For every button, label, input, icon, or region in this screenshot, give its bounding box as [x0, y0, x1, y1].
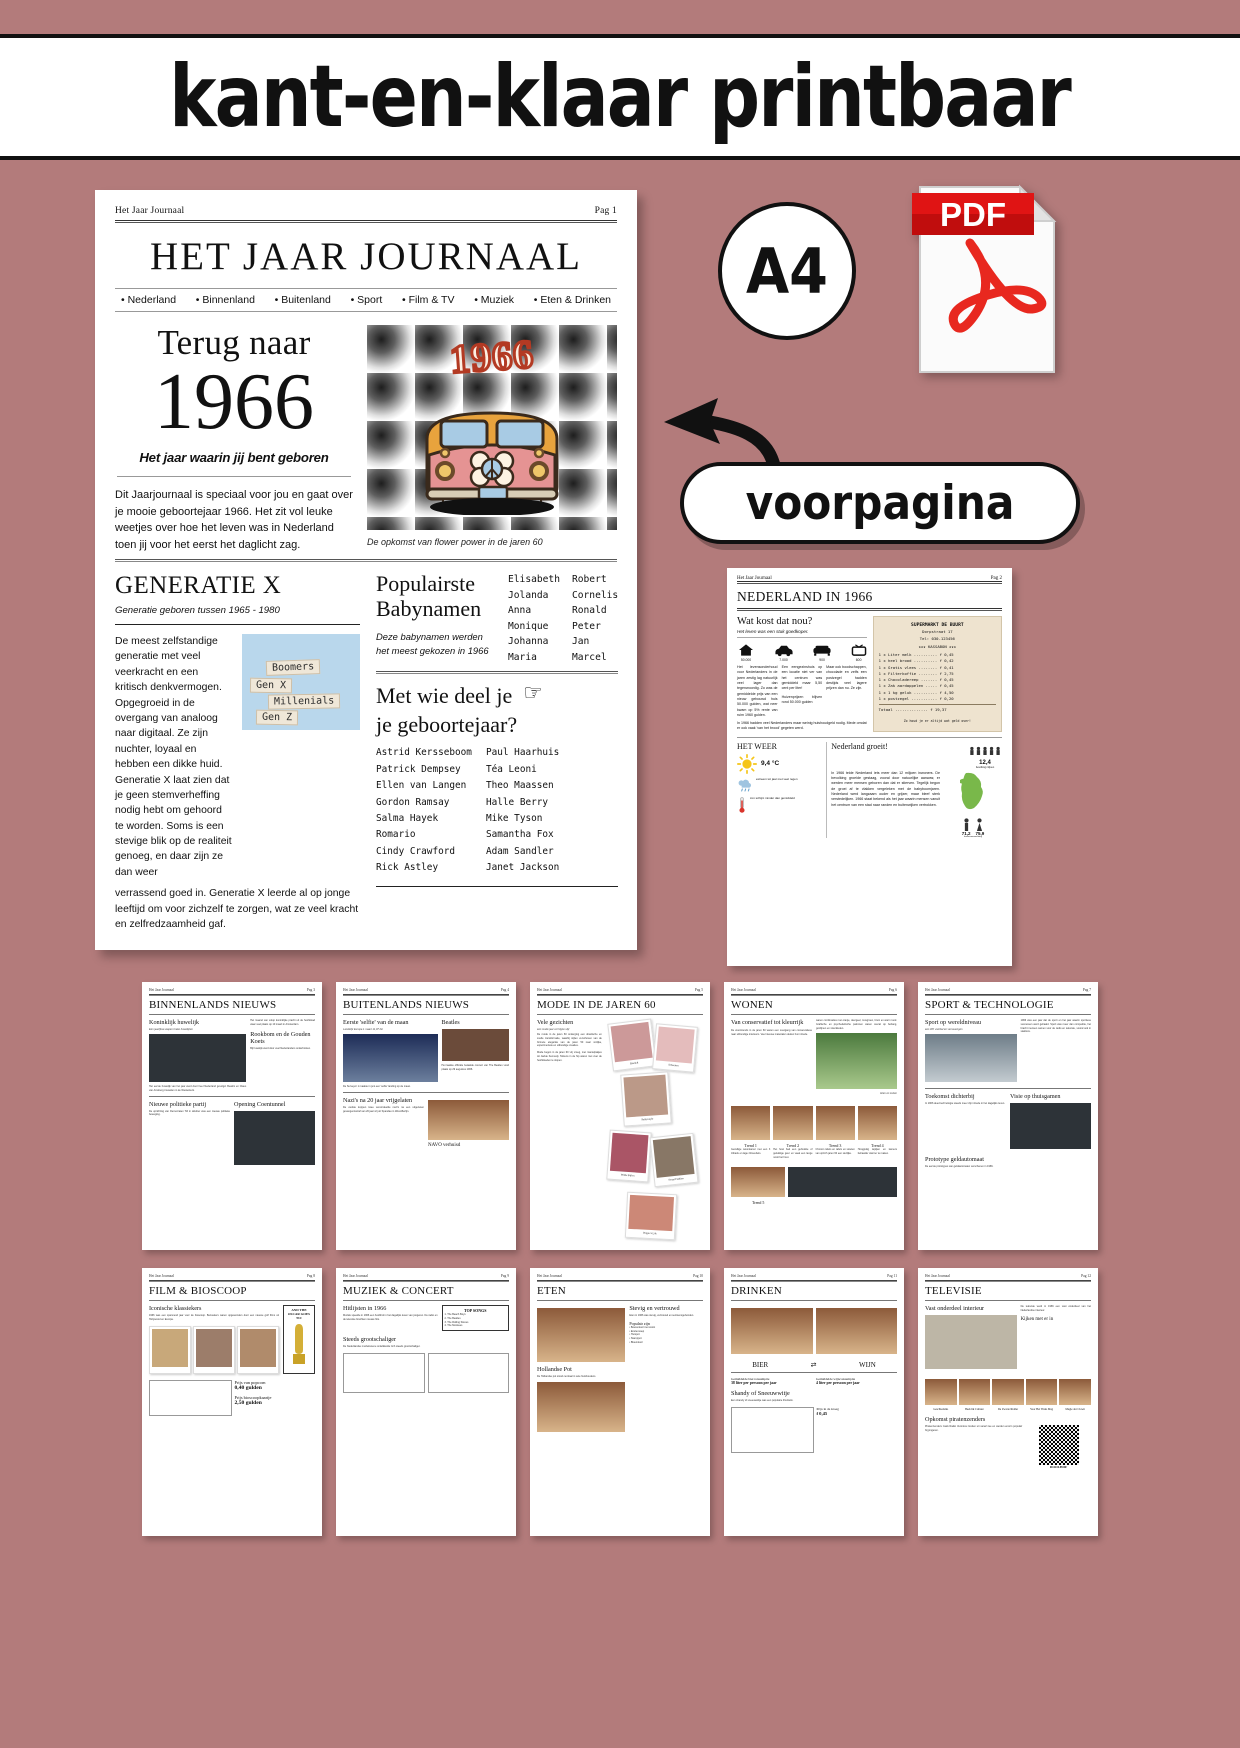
th6-trend-0: Trend 1 Gezellige woonkamer met een 3 zitbank en lage zitmeubels. — [731, 1103, 770, 1159]
th6-image-kitchen — [816, 1033, 897, 1089]
oscar-statuette-icon — [286, 1320, 312, 1366]
name-girl-0: Elisabeth — [508, 574, 560, 585]
block-label-boomers: Boomers — [266, 659, 321, 676]
th9-h2: Steeds grootschaliger — [343, 1336, 397, 1343]
th12-h1: Vast onderdeel interieur — [925, 1305, 985, 1312]
celeb-12: Mike Tyson — [485, 812, 543, 824]
receipt-line-7: 1 x postzegel ........... f 0,20 — [878, 695, 954, 701]
celeb-13: Samantha Fox — [485, 829, 554, 841]
th10-h2: Hollandse Pot — [537, 1366, 572, 1373]
th6-head: Het Jaar Journaal — [731, 988, 756, 992]
divider-hero — [117, 476, 351, 477]
page2-running-head: Het Jaar Journaal — [737, 576, 772, 581]
th10-h1: Stevig en vertrouwd — [629, 1305, 680, 1312]
pdf-file-icon — [912, 183, 1062, 376]
thumbnail-row-2 — [0, 1268, 1240, 1536]
th4-page: Pag 4 — [500, 988, 509, 992]
th10-title: ETEN — [537, 1285, 566, 1297]
receipt-line-0: 1 x Liter melk .......... f 0,45 — [878, 652, 954, 658]
th12-image-tv — [925, 1315, 1017, 1369]
pdf-label: PDF — [940, 196, 1006, 233]
nav-item-3[interactable]: • Sport — [351, 294, 383, 306]
nav-item-4[interactable]: • Film & TV — [402, 294, 455, 306]
supermarket-receipt — [873, 616, 1002, 732]
celeb-column-2 — [486, 745, 559, 876]
th5-h1: Vele gezichten — [537, 1019, 574, 1026]
th11-h3: Shandy of Sneeuwwitje — [731, 1390, 790, 1397]
divider-midpage — [115, 559, 617, 562]
tv-price: 600 — [855, 658, 862, 662]
th11-head: Het Jaar Journaal — [731, 1274, 756, 1278]
th11-image-wine — [816, 1308, 898, 1354]
th10-image-dish — [537, 1382, 625, 1432]
name-boy-2: Ronald — [571, 605, 607, 617]
th4-h2: Nazi's na 20 jaar vrijgelaten — [343, 1096, 413, 1104]
thumbnail-row-1 — [0, 982, 1240, 1250]
th5-page: Pag 5 — [694, 988, 703, 992]
th9-head: Het Jaar Journaal — [343, 1274, 368, 1278]
th3-image-church — [149, 1034, 246, 1082]
nav-item-0[interactable]: • Nederland — [121, 294, 176, 306]
thumbnail-page-6[interactable]: Het Jaar Journaal Pag 6 WONEN Van conservatief tot kleurrijk De woontrends in de jaren 60 waren een overgang van conservatieve naar uitbundige interieurs. Veel nieuwe materialen deden hun intrede. waren combinaties met oranje, okergeel, mosgroen, bruin en warm rood. Grafische en psychedelische patronen waren overal op behang, gordijnen en vloerkleden. Eten en koken Trend 1 Gezellige woonkamer met een 3 zitbank en lage zitmeubels. Trend 2 Het hout had een gebruikte of gelukkige geur en vaak een lange nooit het hout. Trend 3 Chroom tafels en tafels en stoelen van opzich jaren 60 een sierlijke. Trend 4 Hoogpolig tapijten en kamers behaalde 'warme' te maken. Trend 5 — [724, 982, 904, 1250]
frontpage-running-head — [115, 206, 617, 220]
th3-title: BINNENLANDS NIEUWS — [149, 999, 277, 1011]
name-girl-5: Maria — [508, 651, 537, 663]
sofa-icon-cell — [812, 643, 832, 662]
celeb-4: Salma Hayek — [376, 812, 439, 824]
illustration-year-label: 1966 — [448, 331, 536, 382]
receipt-address: Dorpstraat 17 — [922, 629, 953, 635]
celeb-6: Cindy Crawford — [376, 845, 456, 857]
block-label-genz: Gen Z — [256, 710, 298, 726]
weather-temp: 9,4 °C — [761, 760, 780, 768]
thumbnail-page-5[interactable]: Het Jaar Journaal Pag 5 MODE IN DE JAREN 60 Vele gezichten een mode jaar vol hippe stijl De mode in de jaren 60 onderging een drastische en snelle transformatie, waarbij stijlen verschoven van de formele elegantie van de jaren 50 naar vrolijke, experimentele en uitbundige creaties. Mode begon in de jaren 60 vrij vroeg, met mantelpakjes tot Jackie Kennedy. Telkens in de hip waren met over de hoofdsteden te slopen. Bruiloft Schoenen Peiler style Wilde Stijlen Sweet Fashion Hippie's Life — [530, 982, 710, 1250]
masthead-title: HET JAAR JOURNAAL — [150, 235, 582, 278]
th7-side1: Visie op thuisgamen — [1010, 1093, 1061, 1100]
geboortejaar-title-line1: Met wie deel je — [376, 683, 513, 709]
generatie-x-title: GENERATIE X — [115, 572, 282, 599]
babynamen-subtitle: Deze babynamen werden het meest gekozen in 1966 — [376, 631, 489, 656]
receipt-line-1: 1 x heel brood .......... f 0,42 — [878, 658, 954, 664]
nav-item-5[interactable]: • Muziek — [474, 294, 514, 306]
th12-maze-puzzle — [1039, 1425, 1079, 1465]
th8-foot2v: 2,50 gulden — [234, 1400, 262, 1406]
th5-head: Het Jaar Journaal — [537, 988, 562, 992]
divider-nav — [115, 311, 617, 312]
th3-head: Het Jaar Journaal — [149, 988, 174, 992]
name-girl-1: Jolanda — [508, 589, 549, 601]
life-expectancy-label: levensverwachting — [964, 835, 982, 838]
babynamen-girls-column — [508, 572, 560, 665]
th6-trend-3: Trend 4 Hoogpolig tapijten en kamers behaalde 'warme' te maken. — [858, 1103, 897, 1159]
thumbnail-page-9[interactable]: Het Jaar Journaal Pag 9 MUZIEK & CONCERT Hitlijsten in 1966 Muziek speelde in 1966 een hoofdrol in het dagelijks leven van jongeren. De radio en de televisie brachten nieuwe hits. TOP SONGS 1. The Beach Boys 2. The Beatles 3. The Rolling Stones 4. The Monkees Steeds grootschaliger De Nederlandse muziekscene ontwikkelde zich steeds grootschaliger. — [336, 1268, 516, 1536]
receipt-line-5: 1 x Zak aardappelen ..... f 0,45 — [878, 683, 954, 689]
thumbnail-page-7[interactable]: Het Jaar Journaal Pag 7 SPORT & TECHNOLOGIE Sport op wereldniveau een WK voetbal en verrassingen 1966 was een jaar dat de sport en het jaar waarin sportieve successen werd gehaald. Sport was meer dan competitie, het bracht mensen samen voor de radio en televisie, vooral ook in stadions. Toekomst dichterbij In 1966 deed technologie steeds meer zijn intrede in het dagelijks leven. Visie op thuisgamen Prototype geldautomaat De eerste prototypes van geldautomaten verschenen in 1966. — [918, 982, 1098, 1250]
price-icons-row — [737, 643, 867, 662]
th4-image-beatles — [442, 1029, 510, 1061]
th12-puzzle-label: DOOLHOF — [1049, 1465, 1068, 1469]
th8-foot2: Prijs bioscoopkaartje — [234, 1395, 272, 1400]
th9-h1: Hitlijsten in 1966 — [343, 1305, 387, 1312]
celeb-11: Halle Berry — [485, 796, 549, 808]
th6-title: WONEN — [731, 999, 773, 1011]
generatie-x-body-text: De meest zelfstandige generatie met veel veerkracht en een kritisch denkvermogen. Opgegroeid in de overgang van analoog naar digitaal. Ze zijn nuchter, loyaal en hebben een dikke huid. Generatie X laat zien dat je geen stemverheffing nodig hebt om gehoord te worden. Soms is een stevige blik op de realiteit genoeg, en daar zijn ze dan weer — [115, 636, 232, 878]
th6-trend-1: Trend 2 Het hout had een gebruikte of gelukkige geur en vaak een lange nooit het hout. — [773, 1103, 812, 1159]
th11-image-beer — [731, 1308, 813, 1354]
page-2-preview[interactable] — [727, 568, 1012, 966]
name-boy-4: Jan — [571, 636, 590, 648]
celeb-7: Rick Astley — [376, 861, 439, 873]
th5-polaroid-5: Hippie's Life — [625, 1192, 677, 1241]
th7-title: SPORT & TECHNOLOGIE — [925, 999, 1054, 1011]
nav-item-2[interactable]: • Buitenland — [275, 294, 331, 306]
th4-title: BUITENLANDS NIEUWS — [343, 999, 470, 1011]
th5-polaroid-4: Sweet Fashion — [649, 1133, 698, 1187]
th4-head: Het Jaar Journaal — [343, 988, 368, 992]
thumbnail-page-3[interactable]: Het Jaar Journaal Pag 3 BINNENLANDS NIEUWS Koninklijk huwelijk Een jaarlijkse wapen brake huwelijken Het eerste huwelijk van het jaar werd door heel Nederland gevolgd. Beatrix en Claus van Amsberg trouwden in de Westerkerk. Het maand van volop koninklijke pracht uit de hoofdstad waar veel plaats op 10 maart in Amsterdam. Rookbom en de Gouden Koets Bij huwelijk werd door veel Nederlanders onderbroken. Nieuwe politieke partij De oprichting van Democraten '66 in oktober was een nieuwe politieke beweging. Opening Coentunnel — [142, 982, 322, 1250]
th11-stat1: Gemiddelde bierconsumptie — [731, 1377, 770, 1381]
population-growth-widget — [826, 742, 1002, 838]
th3-side1: Rookbom en de Gouden Koets — [250, 1030, 311, 1045]
babynamen-title-line2: Babynamen — [376, 595, 482, 621]
th7-h2: Toekomst dichterbij — [925, 1093, 975, 1100]
th8-oscar-label: AND THE OSCAR GOES TO: — [287, 1308, 311, 1320]
people-icon — [968, 746, 1002, 755]
celeb-14: Adam Sandler — [485, 845, 554, 857]
population-value: 12,4 — [979, 759, 991, 766]
th11-stat2v: 4 liter per persoon per jaar — [816, 1381, 860, 1385]
nav-item-1[interactable]: • Binnenland — [196, 294, 255, 306]
house-icon — [737, 643, 755, 657]
car-icon-cell — [774, 643, 794, 662]
th12-page: Pag 12 — [1081, 1274, 1091, 1278]
section-nav[interactable] — [115, 289, 617, 311]
pointing-hand-icon: ☞ — [523, 680, 543, 706]
divider-babynamen — [376, 671, 618, 674]
thumbnail-page-4[interactable]: Het Jaar Journaal Pag 4 BUITENLANDS NIEUWS Eerste 'selfie' van de maan Landelijk Europa 1 maart 11,07 bin De Surveyor 1 maakte in juni een 'selfie' landing op de maan. Beatles Het laatste officiële betaalde concert van The Beatles vond plaats op 29 augustus 1966. Nazi's na 20 jaar vrijgelaten De oudste koppen twee veroordeelde nazi's na een uitgezeten gevangenisstraf van 20 jaar vrij uit Spandau in West-Berlijn. NAVO verhuisd — [336, 982, 516, 1250]
page-thumbnails-grid — [0, 982, 1240, 1554]
th9-page: Pag 9 — [500, 1274, 509, 1278]
th7-image-stadium — [925, 1034, 1017, 1082]
th6-h1: Van conservatief tot kleurrijk — [731, 1019, 804, 1026]
th5-polaroid-0: Bruiloft — [607, 1018, 657, 1071]
th6-trend-4-img — [731, 1167, 785, 1197]
th11-foot1v: f 0,45 — [816, 1410, 828, 1416]
person-icon-female — [976, 818, 983, 831]
tv-icon-cell — [851, 643, 867, 662]
banner-title: kant-en-klaar printbaar — [169, 47, 1071, 147]
running-head-text: Het Jaar Journaal — [115, 206, 185, 216]
name-boy-0: Robert — [571, 574, 607, 585]
th11-h1: BIER — [752, 1361, 769, 1369]
th5-title: MODE IN DE JAREN 60 — [537, 999, 656, 1011]
receipt-footer: Zo houd je er altijd wat geld over! — [903, 719, 971, 724]
celeb-0: Astrid Kersseboom — [376, 747, 472, 759]
page-number-label: Pag 1 — [594, 206, 617, 216]
celeb-15: Janet Jackson — [485, 861, 560, 873]
celeb-8: Paul Haarhuis — [485, 747, 560, 759]
sofa-price: 900 — [819, 658, 825, 662]
page2-col2: Een eengezinshuis op een locatie niet ver van het centrum was gemiddeld maar 5,50 cent per liter! — [781, 665, 823, 691]
celeb-10: Theo Maassen — [485, 780, 554, 792]
sun-icon — [737, 754, 757, 774]
front-page-preview[interactable] — [95, 190, 637, 950]
celeb-9: Téa Leoni — [485, 763, 537, 775]
th10-page: Pag 10 — [693, 1274, 703, 1278]
weather-widget — [737, 742, 820, 838]
th12-h3: Opkomst piratenzenders — [925, 1416, 986, 1423]
thumbnail-page-11[interactable]: Het Jaar Journaal Pag 11 DRINKEN BIER ⇄ WIJN Gemiddelde bierconsumptie 38 liter per persoon per jaar Gemiddelde wijnconsumptie 4 liter per persoon per jaar Shandy of Sneeuwwitje Een shandy of sneeuwwitje was een populaire frisdrank. Prijs in de kroeg f 0,45 — [724, 1268, 904, 1536]
page2-title: NEDERLAND IN 1966 — [737, 589, 873, 604]
growth-heading: Nederland groeit! — [831, 741, 888, 751]
celeb-3: Gordon Ramsay — [376, 796, 450, 808]
population-label: bevolking miljoen — [975, 765, 995, 769]
block-label-millenials: Millenials — [268, 693, 340, 709]
page2-col4: Maar ook boodschappen, chocolade en zelfs een postzegel hadden destijds veel lagere prijzen dan nu. Ze zijn. — [826, 665, 867, 691]
flower-power-van-illustration — [367, 325, 617, 530]
th8-foot1: Prijs van popcorn — [234, 1380, 266, 1385]
lower-sections — [115, 572, 617, 932]
th4-h3: NAVO verhuisd — [428, 1142, 461, 1148]
th5-sub1: een mode jaar vol hippe stijl — [537, 1028, 570, 1031]
th11-stat1v: 38 liter per persoon per jaar — [731, 1381, 777, 1385]
th9-title: MUZIEK & CONCERT — [343, 1285, 454, 1297]
hero-kicker: Terug naar — [157, 323, 311, 362]
hero-image-column — [367, 325, 617, 553]
person-icon-male — [963, 818, 970, 831]
block-label-genx: Gen X — [250, 678, 292, 694]
growth-body: In 1966 telde Nederland iets meer dan 12 miljoen inwoners. De bevolking groeide gestaag, vooral door natuurlijke aanwas; er werden meer mensen geboren dan dat er stierven. Tegelijk begon de groei af te vlakken vergeleken met de babyboomjaren. Nederland werd langzaam ouder en grijzer, maar bleef sterk verstedelijken. 1966 staat bekend als het jaar waarin mensen vanuit het centrum van een stad naar randen en buitenwijken vertrokken. — [831, 770, 940, 807]
receipt-total: Totaal .............. f 19,37 — [878, 707, 947, 713]
th3-h3: Opening Coentunnel — [234, 1100, 286, 1108]
thumbnail-page-8[interactable]: Het Jaar Journaal Pag 8 FILM & BIOSCOOP Iconische klassiekers 1966 was een spannend jaar voor de bioscoop. Bezoekers waren opgewonden door een nieuwe golf films uit Hollywood en Europa. AND THE OSCAR GOES TO: Prijs van popcorn 0,40 gulden Prijs bioscoopkaartje 2,50 gulden — [142, 1268, 322, 1536]
page2-page-label: Pag 2 — [990, 576, 1002, 581]
page2-col1: Het levensonderhoud voor Nederlanders in de jaren zestig lag natuurlijk veel lager dan tegenwoordig. Zo was de gemiddelde prijs van een nieuw gebouwd huis 50.000 gulden, wat neer kwam op 5% rente van ruim 1960 gulden. — [737, 665, 778, 717]
th11-stat2: Gemiddelde wijnconsumptie — [816, 1377, 856, 1381]
th3-sub1: Een jaarlijkse wapen brake huwelijken — [149, 1028, 193, 1031]
receipt-line-4: 1 x Chocoladereep ....... f 0,45 — [878, 677, 954, 683]
image-caption: De opkomst van flower power in de jaren 60 — [367, 537, 543, 547]
th4-side1: Beatles — [441, 1019, 460, 1026]
weather-legend-2: zon schijnt minder dan gemiddeld — [750, 795, 795, 800]
babynamen-lists — [508, 572, 618, 665]
babynamen-article[interactable] — [376, 572, 618, 932]
generatie-x-subtitle: Generatie geboren tussen 1965 - 1980 — [115, 605, 280, 616]
name-boy-1: Cornelis — [571, 589, 619, 601]
th4-h1: Eerste 'selfie' van de maan — [343, 1019, 409, 1026]
rain-cloud-icon — [737, 777, 753, 793]
divider-bottom — [376, 886, 618, 887]
generatie-x-article[interactable] — [115, 572, 360, 932]
th6-page: Pag 6 — [888, 988, 897, 992]
tv-icon — [851, 643, 867, 657]
th12-h2: Kijken met er in — [1020, 1316, 1054, 1322]
celeb-1: Patrick Dempsey — [376, 763, 461, 775]
receipt-phone: Tel: 030-123456 — [919, 635, 955, 641]
sofa-icon — [812, 643, 832, 657]
th9-topsongs: TOP SONGS — [464, 1308, 487, 1313]
vw-bus-icon — [407, 377, 577, 515]
th4-image-rocket — [343, 1034, 438, 1082]
receipt-kassabon: ★★★ KASSABON ★★★ — [918, 643, 957, 649]
th3-p: Het eerste huwelijk van het jaar werd door heel Nederland gevolgd. Beatrix en Claus van Amsberg trouwden in de Westerkerk. — [149, 1085, 247, 1092]
celeb-column-1 — [376, 745, 472, 876]
name-girl-2: Anna — [508, 605, 532, 617]
receipt-line-2: 1 x Gratis vlees ........ f 0,41 — [878, 664, 954, 670]
th10-side1: Populair zijn — [629, 1320, 650, 1326]
hero-subtitle: Het jaar waarin jij bent geboren — [139, 450, 329, 465]
th6-trend-2: Trend 3 Chroom tafels en tafels en stoelen van opzich jaren 60 een sierlijke. — [816, 1103, 855, 1159]
receipt-line-6: 1 x 1 kg geluk .......... f 4,50 — [878, 689, 954, 695]
hero-intro-text: Dit Jaarjournaal is speciaal voor jou en gaat over je mooie geboortejaar 1966. Het zit vol leuke weetjes over hoe het leven was in Nederland toen jij voor het eerst het daglicht zag. — [115, 489, 353, 551]
th12-head: Het Jaar Journaal — [925, 1274, 950, 1278]
th7-h1: Sport op wereldniveau — [925, 1019, 982, 1026]
hero-text-column — [115, 325, 353, 553]
voorpagina-label-badge: voorpagina — [680, 462, 1080, 544]
celeb-5: Romario — [376, 829, 416, 841]
th7-page: Pag 7 — [1082, 988, 1091, 992]
th11-foot1: Prijs in de kroeg — [816, 1406, 839, 1411]
th8-page: Pag 8 — [306, 1274, 315, 1278]
th11-h2: WIJN — [859, 1361, 876, 1369]
geboortejaar-title-line2: je geboortejaar? — [376, 711, 518, 737]
page2-section-subtitle: Het leven was een stuk goedkoper. — [737, 629, 809, 634]
generation-blocks-image — [242, 634, 360, 730]
th3-h1: Koninklijk huwelijk — [149, 1019, 200, 1026]
geboortejaar-lists — [376, 745, 618, 876]
netherlands-map-icon — [956, 771, 990, 811]
thermometer-icon — [737, 796, 747, 814]
th10-image-food — [537, 1308, 625, 1362]
name-boy-5: Marcel — [571, 651, 607, 663]
weather-legend-0: extreem tot jaar met veel regen — [756, 776, 798, 781]
nav-item-6[interactable]: • Eten & Drinken — [534, 294, 611, 306]
receipt-line-3: 1 x Filterkoffie ........ f 2,75 — [878, 670, 954, 676]
life-expectancy-male: 71,2 — [961, 830, 971, 836]
th11-page: Pag 11 — [887, 1274, 897, 1278]
th5-polaroid-3: Wilde Stijlen — [606, 1130, 651, 1183]
babynamen-boys-column — [572, 572, 618, 665]
th11-vs-icon: ⇄ — [810, 1361, 817, 1369]
th8-foot1v: 0,40 gulden — [234, 1385, 262, 1391]
th8-h1: Iconische klassiekers — [149, 1305, 202, 1312]
name-boy-3: Peter — [571, 620, 601, 632]
thumbnail-page-10[interactable]: Het Jaar Journaal Pag 10 ETEN Hollandse Pot De Hollandse pot stond centraal in vele huishoudens. Stevig en vertrouwd Eten in 1966 was stevig, vertrouwd en seizoensgebonden. Populair zijn • Boerenkool met worst • Erwtensoep • Hutspot • Stamppot • Bloemkool — [530, 1268, 710, 1536]
page2-col5: In 1966 hadden veel Nederlanders maar weinig huishoudgeld nodig. Mede omdat er ook vaak 'van het brood' gegeten werd. — [737, 721, 867, 731]
divider-generatie-x — [115, 624, 360, 625]
page2-col3: Huizenprijzen blijven rond 50.000 gulden — [781, 694, 823, 704]
th7-h3: Prototype geldautomaat — [925, 1156, 984, 1163]
th4-image-flag — [428, 1100, 509, 1140]
top-banner — [0, 34, 1240, 160]
th8-head: Het Jaar Journaal — [149, 1274, 174, 1278]
thumbnail-page-12[interactable]: Het Jaar Journaal Pag 12 TELEVISIE Vast onderdeel interieur De televisie werd in 1966 een vast onderdeel van het Nederlandse interieur. Kijken met er in Geschiedenis Beeld & Cultuur De Zwarte Ridder Voor Het Thuis Mag Magie der Clown Opkomst piratenzenders Piratenzenders zoals Radio Veronica zonden uit vanaf zee en werden enorm populair bij jongeren. DOOLHOF — [918, 1268, 1098, 1536]
receipt-store: SUPERMARKT DE BUURT — [911, 623, 964, 628]
th3-h2: Nieuwe politieke partij — [149, 1100, 207, 1108]
house-icon-cell — [737, 643, 755, 662]
th5-polaroid-2: Peiler style — [620, 1071, 672, 1126]
life-expectancy-female: 75,9 — [975, 830, 985, 836]
th5-polaroid-1: Schoenen — [652, 1023, 698, 1072]
name-girl-4: Johanna — [508, 636, 549, 648]
name-girl-3: Monique — [508, 620, 549, 632]
page2-divider-title — [737, 608, 1002, 611]
th7-head: Het Jaar Journaal — [925, 988, 950, 992]
weather-heading: HET WEER — [737, 741, 777, 751]
th11-title: DRINKEN — [731, 1285, 782, 1297]
th3-page: Pag 3 — [306, 988, 315, 992]
th8-title: FILM & BIOSCOOP — [149, 1285, 247, 1297]
car-icon — [774, 643, 794, 657]
th10-head: Het Jaar Journaal — [537, 1274, 562, 1278]
th4-sub1: Landelijk Europa 1 maart 11,07 bin — [343, 1028, 384, 1031]
house-price: 50.000 — [740, 658, 752, 662]
hero-year: 1966 — [154, 358, 314, 446]
a4-format-badge: A4 — [718, 202, 856, 340]
hero-section — [115, 325, 617, 553]
babynamen-title-line1: Populairste — [376, 571, 475, 596]
page2-section-heading: Wat kost dat nou? — [737, 616, 813, 627]
celeb-2: Ellen van Langen — [376, 780, 467, 792]
th12-title: TELEVISIE — [925, 1285, 982, 1297]
generatie-x-body-continued: verrassend goed in. Generatie X leerde al op jonge leeftijd om voor zichzelf te zorgen, wat ze veel kracht en zelfredzaamheid gaf. — [115, 888, 359, 931]
car-price: 7.000 — [779, 658, 788, 662]
